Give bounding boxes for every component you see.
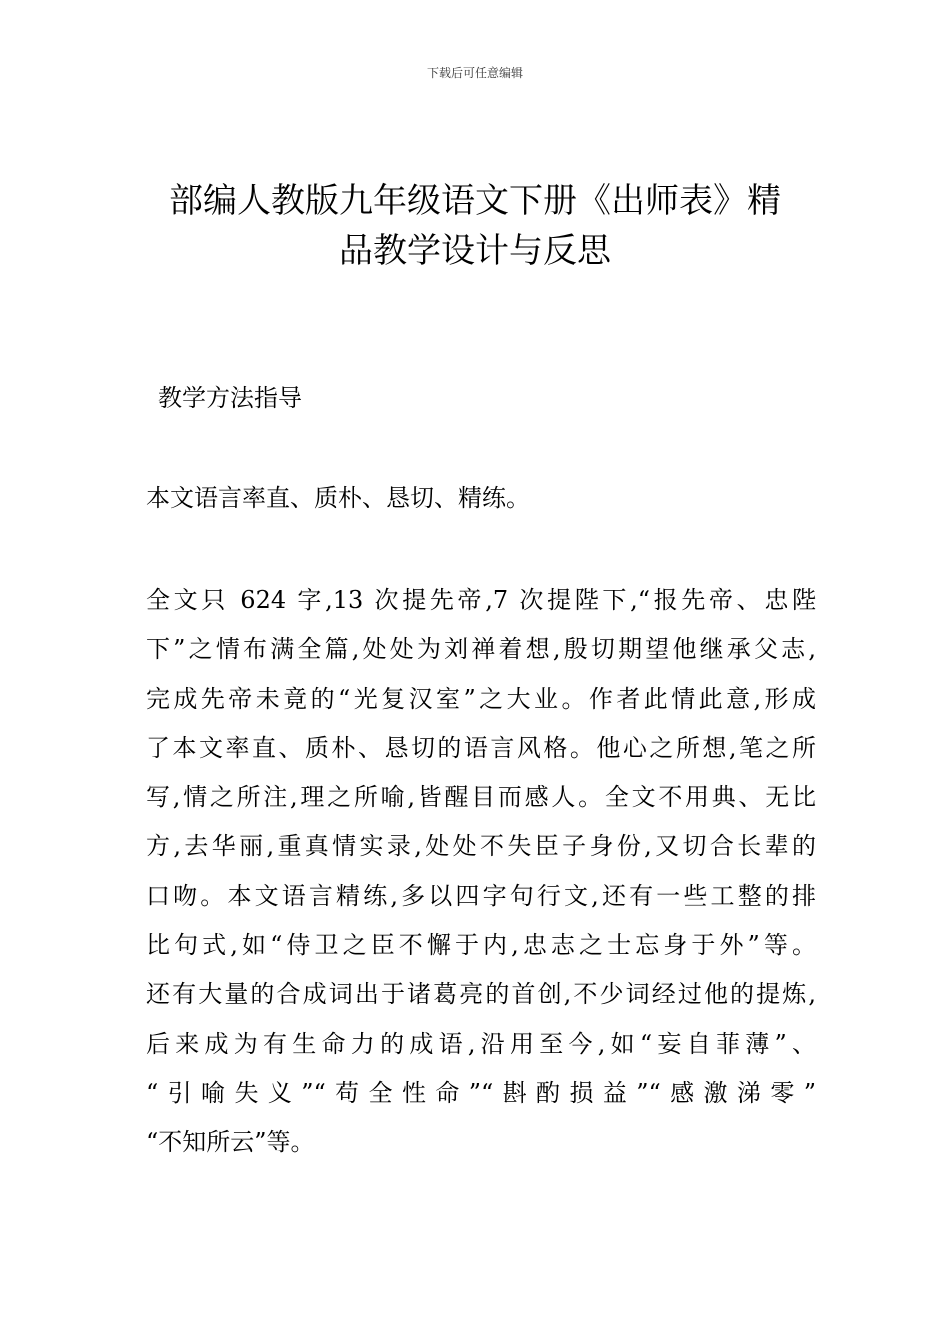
body-line: “不知所云”等。 xyxy=(146,1128,315,1157)
body-line: 口吻。本文语言精练,多以四字句行文,还有一些工整的排 xyxy=(146,881,816,910)
document-title xyxy=(140,176,810,276)
body-line: 还有大量的合成词出于诸葛亮的首创,不少词经过他的提炼, xyxy=(146,980,816,1009)
intro-paragraph: 本文语言率直、质朴、恳切、精练。 xyxy=(146,484,530,512)
body-line: 后来成为有生命力的成语,沿用至今,如“妄自菲薄”、 xyxy=(146,1029,816,1058)
page-header-note: 下载后可任意编辑 xyxy=(426,66,523,80)
body-line: 下”之情布满全篇,处处为刘禅着想,殷切期望他继承父志, xyxy=(146,635,816,664)
body-line: 写,情之所注,理之所喻,皆醒目而感人。全文不用典、无比 xyxy=(146,783,816,812)
body-line: 方,去华丽,重真情实录,处处不失臣子身份,又切合长辈的 xyxy=(146,832,816,861)
section-heading: 教学方法指导 xyxy=(158,384,302,412)
body-line: “引喻失义”“苟全性命”“斟酌损益”“感激涕零” xyxy=(146,1078,816,1107)
body-line: 完成先帝未竟的“光复汉室”之大业。作者此情此意,形成 xyxy=(146,684,816,713)
document-title-line-1: 部编人教版九年级语文下册《出师表》精 xyxy=(169,181,781,221)
body-paragraph xyxy=(146,576,816,1168)
body-line: 全文只 624 字,13 次提先帝,7 次提陛下,“报先帝、忠陛 xyxy=(146,586,816,614)
document-title-line-2: 品教学设计与反思 xyxy=(339,231,611,271)
body-line: 了本文率直、质朴、恳切的语言风格。他心之所想,笔之所 xyxy=(146,733,816,762)
body-line: 比句式,如“侍卫之臣不懈于内,忠志之士忘身于外”等。 xyxy=(146,931,816,960)
